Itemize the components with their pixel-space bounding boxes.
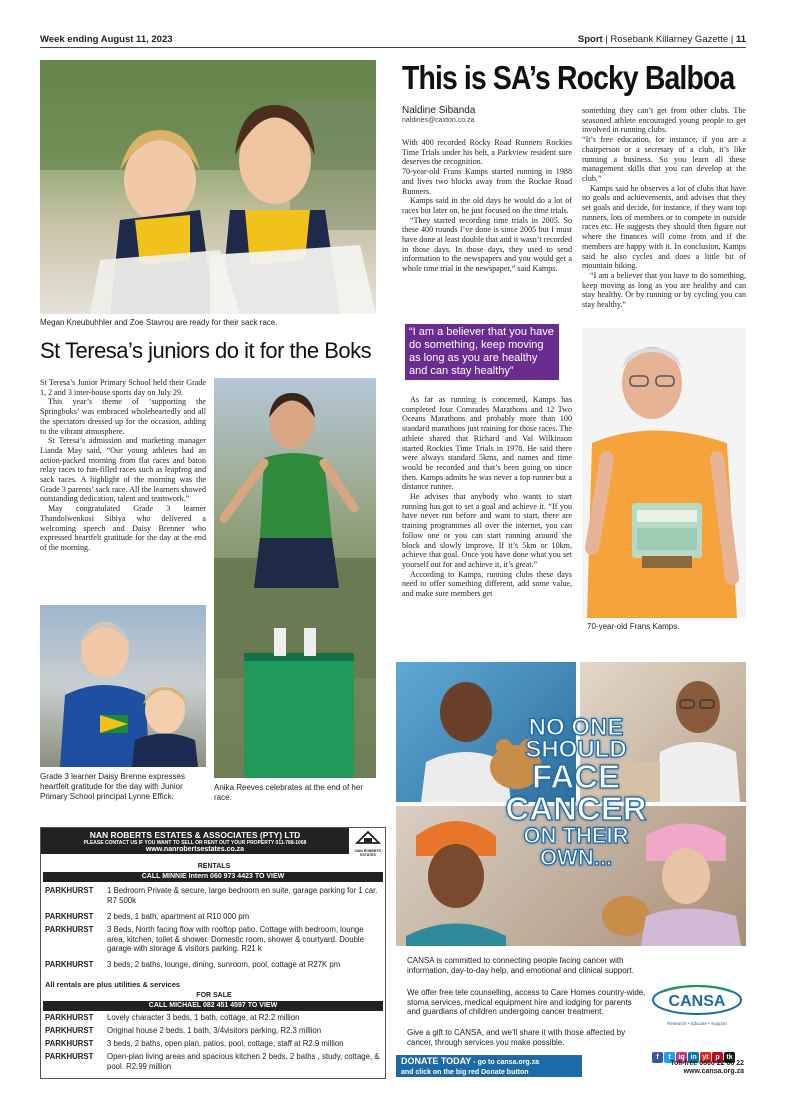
listing-location: PARKHURST [45, 1052, 94, 1061]
balboa-paragraph: something they can’t get from other clubs. The seasoned athlete encouraged young people to get involved in running clubs. [582, 106, 746, 135]
list-item [45, 1052, 381, 1074]
list-item [45, 912, 381, 925]
listing-description: Open-plan living areas and spacious kitchen 2 beds, 2 baths , study, cottage, & pool. R2.99 million [107, 1052, 380, 1071]
teresa-paragraph: St Teresa’s admission and marketing manager Lianda May said, “Our young athletes had an action-packed morning from flat races and baton relay races to fun-filled races such as leapfrog and sack races. A highlight of the morning was the Grade 3 parents’ sack race. All the learners showed outstanding dedication, talent and teamwork.” [40, 436, 206, 504]
daisy-photo [40, 605, 206, 767]
balboa-column-1 [402, 138, 572, 274]
for-sale-label: FOR SALE [196, 992, 232, 999]
listing-description: Original house 2 beds, 1 bath, 3/4visitors parking, R2.3 million [107, 1026, 322, 1035]
sack-race-illustration [40, 60, 376, 314]
cansa-headline-line: SHOULD [525, 736, 627, 763]
publication-name: | Rosebank Killarney Gazette | [605, 34, 734, 45]
balboa-column-2 [582, 106, 746, 310]
twitter-icon[interactable]: t [664, 1052, 675, 1063]
rentals-list [45, 886, 381, 978]
balboa-paragraph: “I am a believer that you have to do something, keep moving as long as you are healthy and can stay healthy. Or by running or by cycling you can stay healthy.” [582, 270, 746, 310]
listing-location: PARKHURST [45, 1026, 94, 1035]
rentals-note: All rentals are plus utilities & services [45, 980, 181, 989]
balboa-column-3 [402, 395, 572, 599]
byline-name: Naldine Sibanda [402, 105, 476, 116]
house-icon [355, 830, 381, 844]
balboa-paragraph: “They started recording time trials in 2005. So these 400 rounds I’ve done is since 2005 but I must have done at least double that and it wasn’t recorded in those days. In those days, they used to send information to the newspapers and you would get a whole time trial in the newspaper,” said Kamps. [402, 215, 572, 274]
cansa-headline-line: NO ONE [528, 714, 624, 741]
rentals-call: CALL MINNIE Intern 060 973 4423 TO VIEW [43, 872, 383, 882]
sales-list [45, 1013, 381, 1074]
balboa-paragraph: With 400 recorded Rocky Road Runners Rockies Time Trials under his belt, a Parkview resident sure deserves the recognition. [402, 138, 572, 167]
estate-website[interactable]: www.nanrobertsestates.co.za [145, 846, 245, 853]
instagram-icon[interactable]: ig [676, 1052, 687, 1063]
header-rule [40, 47, 746, 48]
teresa-headline: St Teresa’s juniors do it for the Boks [40, 338, 372, 363]
pinterest-icon[interactable]: p [712, 1052, 723, 1063]
cansa-paragraph: Give a gift to CANSA, and we’ll share it with those affected by cancer, through services you make possible. [407, 1028, 626, 1047]
frans-illustration [582, 328, 746, 618]
listing-description: 1 Bedroom Private & secure, large bedroom en suite, garage parking for 1 car. R7 500k [107, 886, 378, 905]
balboa-paragraph: 70-year-old Frans Kamps started running in 1988 and lives two blocks away from the Rockie Road Runners. [402, 167, 572, 196]
list-item [45, 925, 381, 960]
donate-banner[interactable] [396, 1055, 582, 1077]
balboa-headline: This is SA’s Rocky Balboa [402, 59, 735, 96]
listing-description: 3 beds, 2 baths, lounge, dining, sunroom, pool, cottage at R27K pm [107, 960, 341, 969]
daisy-illustration [40, 605, 206, 767]
anika-photo [214, 378, 376, 778]
estate-logo-text: NAN ROBERTS ESTATES [355, 849, 381, 857]
listing-description: Lovely character 3 beds, 1 bath, cottage, at R2.2 million [107, 1013, 300, 1022]
linkedin-icon[interactable]: in [688, 1052, 699, 1063]
balboa-paragraph: Kamps said he observes a lot of clubs that have no goals and achievements, and advises that they set goals and decide, for instance, if they want top runners, lots of members or to compete in outside races etc. He suggests they should then figure out where the finances will come from and if the members are happy with it. In conclusion, Kamps said he also cycles and does a little bit of mountain biking. [582, 183, 746, 271]
facebook-icon[interactable]: f [652, 1052, 663, 1063]
cansa-website[interactable]: www.cansa.org.za [683, 1068, 744, 1075]
estate-ad [40, 827, 386, 1079]
balboa-paragraph: Kamps said in the old days he would do a lot of races but later on, he just focused on the time trials. [402, 196, 572, 215]
cansa-paragraph: CANSA is committed to connecting people facing cancer with information, day-to-day help, and emotional and clinical support. [407, 956, 634, 975]
cansa-headline-line: ON THEIR [523, 823, 629, 848]
donate-instructions: and click on the big red Donate button [401, 1069, 529, 1076]
estate-ad-banner [41, 828, 349, 854]
teresa-paragraph: St Teresa’s Junior Primary School held their Grade 1, 2 and 3 inter-house sports day on July 29. [40, 378, 206, 397]
cansa-headline-line: CANCER [505, 790, 647, 827]
cansa-ad [396, 662, 746, 1079]
anika-caption: Anika Reeves celebrates at the end of her race. [214, 783, 363, 802]
cansa-headline [486, 714, 666, 870]
anika-illustration [214, 378, 376, 778]
cansa-headline-line: OWN... [539, 845, 613, 870]
listing-location: PARKHURST [45, 960, 94, 969]
sack-race-caption: Megan Kneubuhhler and Zoe Stavrou are ready for their sack race. [40, 318, 278, 327]
byline-email: naldines@caxton.co.za [402, 117, 475, 124]
balboa-paragraph: According to Kamps, running clubs these days need to offer something different, add some value, and make sure members get [402, 569, 572, 599]
sale-call: CALL MICHAEL 082 451 4597 TO VIEW [43, 1001, 383, 1011]
donate-title: DONATE TODAY [401, 1056, 472, 1066]
issue-date: Week ending August 11, 2023 [40, 34, 173, 45]
listing-location: PARKHURST [45, 912, 94, 921]
listing-description: 3 Beds, North facing flow with rooftop patio. Cottage with bedroom, lounge area, kitchen, toilet & shower. Domestic room, shower & courtyard. Double garage with storage & visitors parking. R21 k [107, 925, 364, 954]
tiktok-icon[interactable]: tk [724, 1052, 735, 1063]
tollfree-number: Toll-free 0800 22 66 22 [670, 1060, 744, 1067]
page-header-right [578, 34, 746, 45]
frans-photo [582, 328, 746, 618]
listing-location: PARKHURST [45, 925, 94, 934]
cansa-paragraph: We offer free tele counselling, access to Care Homes country-wide, stoma services, medical equipment hire and lodging for parents and guardians of children undergoing cancer treatment. [407, 988, 646, 1017]
teresa-article-body [40, 378, 206, 553]
listing-location: PARKHURST [45, 886, 94, 895]
cansa-logo-text: CANSA [668, 993, 726, 1010]
donate-url: - go to cansa.org.za [471, 1059, 540, 1066]
listing-description: 2 beds, 1 bath, apartment at R10 000 pm [107, 912, 250, 921]
teresa-paragraph: This year’s theme of ‘supporting the Springboks’ was embraced wholeheartedly and all the spectators dressed up for the occasion, adding to the vibrant atmosphere. [40, 397, 206, 436]
list-item [45, 1013, 381, 1026]
section-label: Sport [577, 34, 603, 45]
estate-contact: PLEASE CONTACT US IF YOU WANT TO SELL OR RENT OUT YOUR PROPERTY 011-788-1068 [83, 840, 307, 846]
estate-logo [353, 830, 383, 857]
youtube-icon[interactable]: yt [700, 1052, 711, 1063]
cansa-tagline: Research • Educate • Support [667, 1021, 727, 1026]
daisy-caption: Grade 3 learner Daisy Brenne expresses heartfelt gratitude for the day with Junior Primary School principal Lynne Effick. [40, 772, 185, 801]
frans-caption: 70-year-old Frans Kamps. [587, 622, 680, 631]
rentals-label: RENTALS [197, 863, 231, 870]
estate-company: NAN ROBERTS ESTATES & ASSOCIATES (PTY) LTD [89, 830, 301, 840]
cansa-logo-mark [651, 984, 743, 1016]
page-number: 11 [735, 34, 746, 45]
list-item [45, 886, 381, 912]
balboa-paragraph: He advises that anybody who wants to start running has got to set a goal and achieve it. “If you have never run before and want to start, there are training programmes all over the internet, you can follow one or you can start running around the block and slowly improve. If it’s 5km or 10km, achieve that goal. Once you have done what you set yourself out for and achieve it, it’s great.” [402, 492, 572, 569]
list-item [45, 1039, 381, 1052]
teresa-paragraph: May congratulated Grade 3 learner Thandolwenkosi Sibiya who delivered a welcoming speech and Daisy Brenner who expressed heartfelt gratitude for the day at the end of the morning. [40, 504, 206, 552]
listing-location: PARKHURST [45, 1013, 94, 1022]
sack-race-photo [40, 60, 376, 314]
cansa-logo [651, 984, 743, 1024]
cansa-headline-line: FACE [531, 758, 620, 795]
balboa-paragraph: “It’s free education, for instance, if you are a chairperson or a secretary of a club, it’s like running a business. So you learn all these management skills that you can develop at the club.” [582, 135, 746, 183]
pull-quote: “I am a believer that you have do something, keep moving as long as you are healthy and can stay healthy” [405, 324, 559, 380]
listing-location: PARKHURST [45, 1039, 94, 1048]
list-item [45, 960, 381, 978]
listing-description: 3 beds, 2 baths, open plan, patios, pool, cottage, staff at R2.9 million [107, 1039, 344, 1048]
balboa-paragraph: As far as running is concerned, Kamps has completed four Comrades Marathons and 12 Two Oceans Marathons and probably more than 100 standard marathons just training for those races. The athlete shared that Richard and Val Wilkinson started Rockies Time Trials in 1978. He said there were always standard 5kms, and names and time would be recorded and that’s been going on since then. Kamps admits he was never a top runner but a distance runner. [402, 395, 572, 492]
list-item [45, 1026, 381, 1039]
